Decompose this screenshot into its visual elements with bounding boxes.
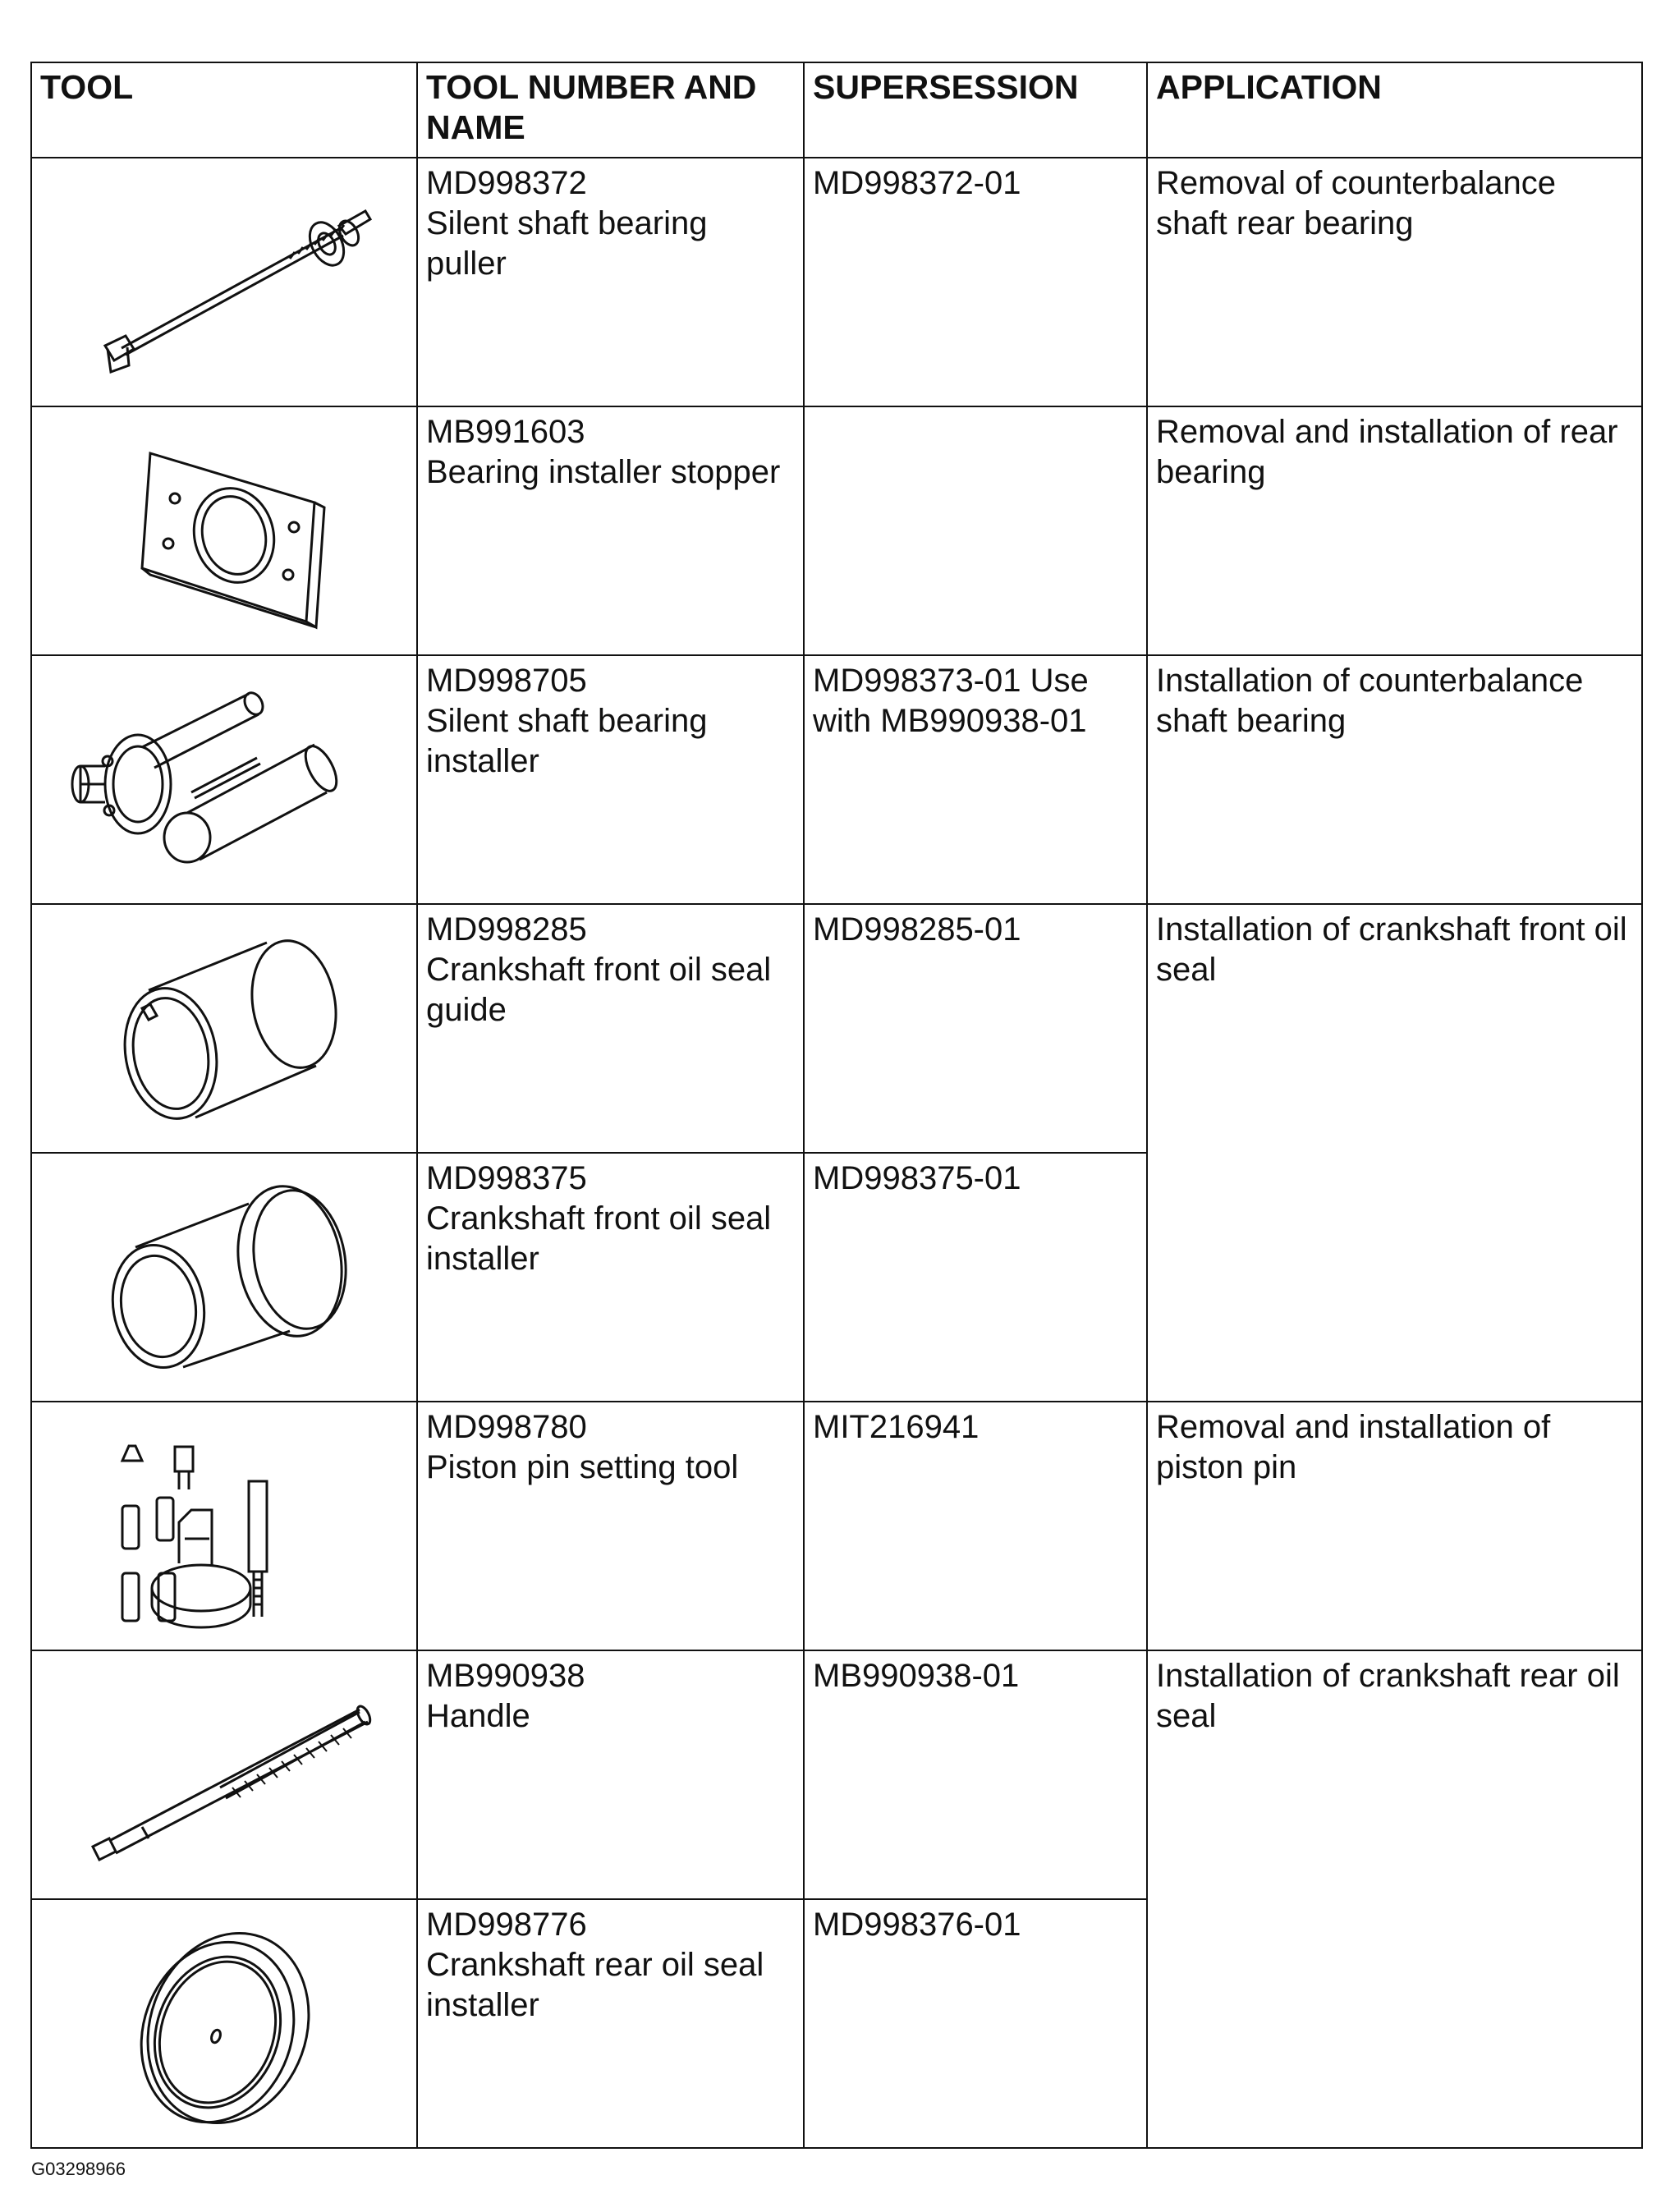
- tool-image-cell: [31, 1402, 417, 1650]
- handle-icon: [44, 1664, 405, 1886]
- header-tool-number-and-name: TOOL NUMBER AND NAME: [417, 62, 804, 158]
- table-row: [31, 904, 1642, 1153]
- application-cell: Installation of crankshaft front oil seal: [1147, 904, 1642, 1402]
- supersession-cell: MD998375-01: [804, 1153, 1147, 1402]
- supersession-cell: MB990938-01: [804, 1650, 1147, 1899]
- table-row: [31, 655, 1642, 904]
- tool-number: MD998776: [426, 1907, 587, 1943]
- crankshaft-front-oil-seal-guide-icon: [44, 918, 405, 1140]
- application-cell: Removal and installation of piston pin: [1147, 1402, 1642, 1650]
- tool-name: Handle: [426, 1698, 530, 1734]
- crankshaft-front-oil-seal-installer-icon: [44, 1167, 405, 1388]
- header-application: APPLICATION: [1147, 62, 1642, 158]
- tool-number: MD998705: [426, 663, 587, 699]
- special-tools-table: [30, 62, 1643, 2149]
- tool-number: MD998285: [426, 911, 587, 948]
- tool-number: MB991603: [426, 414, 585, 450]
- table-row: [31, 406, 1642, 655]
- supersession-cell: MD998285-01: [804, 904, 1147, 1153]
- silent-shaft-bearing-installer-icon: [44, 669, 405, 891]
- supersession-cell: MIT216941: [804, 1402, 1147, 1650]
- piston-pin-setting-tool-icon: [44, 1416, 405, 1637]
- tool-number-name-cell: [417, 1650, 804, 1899]
- tool-number-name-cell: [417, 158, 804, 406]
- tool-name: Bearing installer stopper: [426, 454, 781, 490]
- tool-name: Silent shaft bearing puller: [426, 205, 708, 282]
- header-row: [31, 62, 1642, 158]
- tool-number-name-cell: [417, 406, 804, 655]
- tool-number-name-cell: [417, 1153, 804, 1402]
- tool-image-cell: [31, 1153, 417, 1402]
- tool-image-cell: [31, 1899, 417, 2148]
- table-row: [31, 1650, 1642, 1899]
- tool-name: Crankshaft front oil seal installer: [426, 1200, 772, 1277]
- bearing-installer-stopper-icon: [44, 420, 405, 642]
- tool-name: Crankshaft rear oil seal installer: [426, 1947, 764, 2023]
- tool-image-cell: [31, 904, 417, 1153]
- application-cell: Removal and installation of rear bearing: [1147, 406, 1642, 655]
- supersession-cell: MD998372-01: [804, 158, 1147, 406]
- tool-image-cell: [31, 655, 417, 904]
- tool-name: Silent shaft bearing installer: [426, 703, 708, 779]
- tool-image-cell: [31, 1650, 417, 1899]
- tool-number: MD998780: [426, 1409, 587, 1445]
- tool-number: MD998375: [426, 1160, 587, 1196]
- application-cell: Installation of crankshaft rear oil seal: [1147, 1650, 1642, 2148]
- application-cell: Removal of counterbalance shaft rear bearing: [1147, 158, 1642, 406]
- table-row: [31, 1402, 1642, 1650]
- header-supersession: SUPERSESSION: [804, 62, 1147, 158]
- tool-image-cell: [31, 406, 417, 655]
- supersession-cell: MD998373-01 Use with MB990938-01: [804, 655, 1147, 904]
- tool-number: MD998372: [426, 165, 587, 201]
- application-cell: Installation of counterbalance shaft bearing: [1147, 655, 1642, 904]
- supersession-cell: [804, 406, 1147, 655]
- tool-number: MB990938: [426, 1658, 585, 1694]
- tool-number-name-cell: [417, 1899, 804, 2148]
- supersession-cell: MD998376-01: [804, 1899, 1147, 2148]
- silent-shaft-bearing-puller-icon: [44, 172, 405, 393]
- tool-name: Crankshaft front oil seal guide: [426, 952, 772, 1028]
- tool-number-name-cell: [417, 655, 804, 904]
- tool-name: Piston pin setting tool: [426, 1449, 739, 1485]
- tool-number-name-cell: [417, 1402, 804, 1650]
- header-tool: TOOL: [31, 62, 417, 158]
- tool-number-name-cell: [417, 904, 804, 1153]
- crankshaft-rear-oil-seal-installer-icon: [44, 1913, 405, 2135]
- figure-id: G03298966: [31, 2159, 126, 2179]
- table-row: [31, 158, 1642, 406]
- tool-image-cell: [31, 158, 417, 406]
